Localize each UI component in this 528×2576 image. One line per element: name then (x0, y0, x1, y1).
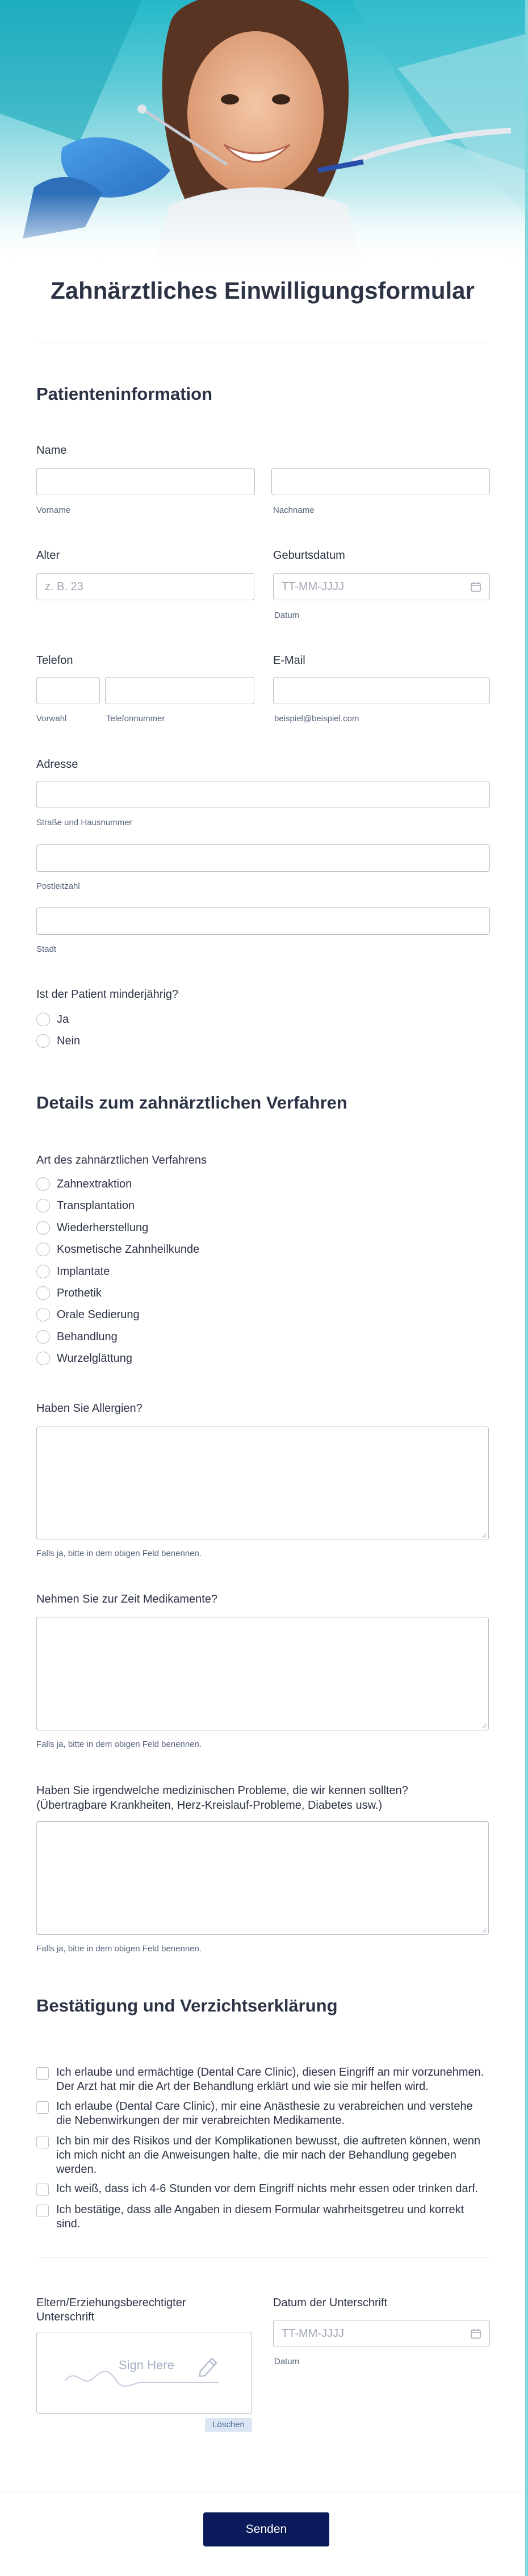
medical-problems-label-line2: (Übertragbare Krankheiten, Herz-Kreislauf-Probleme, Diabetes usw.) (36, 1799, 383, 1812)
radio-button[interactable] (36, 1221, 50, 1235)
right-edge-strip (525, 0, 528, 2576)
allergies-textarea[interactable] (36, 1427, 489, 1540)
patient-section-heading: Patienteninformation (36, 384, 213, 404)
procedure-option[interactable] (36, 1243, 199, 1256)
procedure-option[interactable] (36, 1265, 110, 1278)
minor-option-yes[interactable] (36, 1013, 69, 1026)
allergies-label: Haben Sie Allergien? (36, 1402, 143, 1415)
medical-problems-label-line1: Haben Sie irgendwelche medizinischen Probleme, die wir kennen sollten? (36, 1784, 408, 1797)
consent-statement-3: Ich bin mir des Risikos und der Komplikationen bewusst, die auftreten können, wenn ich mich nicht an die Anweisungen halte, die mir nach der Behandlung gegeben werden. (56, 2135, 481, 2176)
age-placeholder: z. B. 23 (45, 580, 83, 593)
procedure-option[interactable] (36, 1308, 140, 1322)
option-label: Kosmetische Zahnheilkunde (57, 1243, 200, 1256)
phone-number-input[interactable] (105, 677, 254, 704)
calendar-icon[interactable] (470, 581, 481, 592)
option-label: Ja (57, 1013, 69, 1026)
checkbox[interactable] (36, 2184, 49, 2196)
procedure-option[interactable] (36, 1286, 102, 1300)
street-sublabel: Straße und Hausnummer (36, 818, 132, 827)
calendar-icon[interactable] (470, 2328, 481, 2339)
radio-button[interactable] (36, 1330, 50, 1344)
footer-divider (0, 2492, 525, 2493)
city-input[interactable] (36, 908, 490, 935)
sign-here-text: Sign Here (119, 2358, 174, 2372)
zip-sublabel: Postleitzahl (36, 881, 80, 891)
clear-signature-button[interactable]: Löschen (205, 2418, 252, 2432)
procedure-option[interactable] (36, 1352, 132, 1365)
allergies-sublabel: Falls ja, bitte in dem obigen Feld benennen. (36, 1549, 202, 1558)
first-name-input[interactable] (36, 468, 255, 495)
signature-date-input[interactable] (273, 2320, 490, 2347)
address-label: Adresse (36, 758, 78, 771)
medication-sublabel: Falls ja, bitte in dem obigen Feld benennen. (36, 1739, 202, 1749)
resize-handle-icon[interactable] (481, 1722, 487, 1728)
option-label: Behandlung (57, 1330, 118, 1343)
procedure-option[interactable] (36, 1221, 148, 1235)
submit-button[interactable]: Senden (203, 2512, 329, 2546)
signature-date-sublabel: Datum (274, 2357, 300, 2366)
consent-checkbox-5[interactable] (36, 2205, 49, 2217)
option-label: Wurzelglättung (57, 1352, 133, 1365)
first-name-sublabel: Vorname (36, 505, 71, 515)
checkbox[interactable] (36, 2136, 49, 2148)
form-title: Zahnärztliches Einwilligungsformular (51, 277, 475, 304)
pen-icon (197, 2354, 222, 2377)
consent-statement-1: Ich erlaube und ermächtige (Dental Care Clinic), diesen Eingriff an mir vorzunehmen. Der Arzt hat mir die Art der Behandlung erklärt und wie sie mir helfen wird. (56, 2066, 484, 2093)
radio-button[interactable] (36, 1199, 50, 1212)
last-name-sublabel: Nachname (273, 505, 315, 515)
consent-checkbox-4[interactable] (36, 2184, 49, 2196)
radio-button[interactable] (36, 1013, 50, 1026)
consent-checkbox-1[interactable] (36, 2067, 49, 2080)
resize-handle-icon[interactable] (481, 1927, 487, 1933)
option-label: Implantate (57, 1265, 110, 1278)
procedure-type-label: Art des zahnärztlichen Verfahrens (36, 1154, 207, 1166)
minor-label: Ist der Patient minderjährig? (36, 988, 179, 1001)
birthdate-sublabel: Datum (274, 610, 300, 620)
guardian-signature-label-line1: Eltern/Erziehungsberechtigter (36, 2297, 186, 2309)
name-label: Name (36, 444, 67, 457)
checkbox[interactable] (36, 2101, 49, 2114)
consent-statement-2: Ich erlaube (Dental Care Clinic), mir eine Anästhesie zu verabreichen und verstehe die Nebenwirkungen der mir verabreichten Medikamente. (56, 2100, 473, 2127)
medication-textarea[interactable] (36, 1617, 489, 1730)
email-label: E-Mail (273, 654, 305, 667)
consent-section-heading: Bestätigung und Verzichtserklärung (36, 1996, 338, 2015)
consent-checkbox-3[interactable] (36, 2136, 49, 2148)
resize-handle-icon[interactable] (481, 1532, 487, 1538)
birthdate-placeholder: TT-MM-JJJJ (282, 580, 344, 593)
option-label: Orale Sedierung (57, 1308, 140, 1321)
option-label: Zahnextraktion (57, 1177, 132, 1190)
age-input[interactable] (36, 573, 254, 600)
city-sublabel: Stadt (36, 944, 57, 954)
email-input[interactable] (273, 677, 490, 704)
area-code-sublabel: Vorwahl (36, 714, 67, 724)
consent-divider (36, 2257, 489, 2258)
medication-label: Nehmen Sie zur Zeit Medikamente? (36, 1593, 218, 1605)
consent-statement-4: Ich weiß, dass ich 4-6 Stunden vor dem Eingriff nichts mehr essen oder trinken darf. (56, 2182, 479, 2195)
procedure-option[interactable] (36, 1177, 132, 1191)
radio-button[interactable] (36, 1265, 50, 1278)
checkbox[interactable] (36, 2205, 49, 2217)
signature-pad[interactable] (36, 2332, 252, 2414)
medical-problems-textarea[interactable] (36, 1821, 489, 1935)
radio-button[interactable] (36, 1286, 50, 1300)
signature-date-label: Datum der Unterschrift (273, 2297, 388, 2309)
last-name-input[interactable] (271, 468, 490, 495)
option-label: Wiederherstellung (57, 1221, 149, 1234)
hero-image (0, 0, 525, 267)
minor-option-no[interactable] (36, 1034, 80, 1048)
procedure-option[interactable] (36, 1330, 118, 1344)
consent-checkbox-2[interactable] (36, 2101, 49, 2114)
email-sublabel: beispiel@beispiel.com (274, 714, 359, 724)
zip-input[interactable] (36, 844, 490, 872)
guardian-signature-label-line2: Unterschrift (36, 2311, 95, 2323)
signature-date-placeholder: TT-MM-JJJJ (282, 2327, 344, 2340)
radio-button[interactable] (36, 1243, 50, 1256)
procedure-option[interactable] (36, 1199, 135, 1212)
option-label: Prothetik (57, 1286, 102, 1299)
medical-problems-sublabel: Falls ja, bitte in dem obigen Feld benennen. (36, 1944, 202, 1954)
street-input[interactable] (36, 781, 490, 808)
radio-button[interactable] (36, 1034, 50, 1048)
consent-statement-5: Ich bestätige, dass alle Angaben in diesem Formular wahrheitsgetreu und korrekt sind. (56, 2203, 464, 2230)
phone-number-sublabel: Telefonnummer (106, 714, 165, 724)
radio-button[interactable] (36, 1352, 50, 1365)
birthdate-label: Geburtsdatum (273, 549, 345, 562)
age-label: Alter (36, 549, 60, 562)
procedure-section-heading: Details zum zahnärztlichen Verfahren (36, 1093, 347, 1113)
option-label: Transplantation (57, 1199, 135, 1212)
birthdate-input[interactable] (273, 573, 490, 600)
checkbox[interactable] (36, 2067, 49, 2080)
phone-label: Telefon (36, 654, 73, 667)
area-code-input[interactable] (36, 677, 100, 704)
option-label: Nein (57, 1034, 81, 1047)
radio-button[interactable] (36, 1308, 50, 1322)
radio-button[interactable] (36, 1177, 50, 1191)
